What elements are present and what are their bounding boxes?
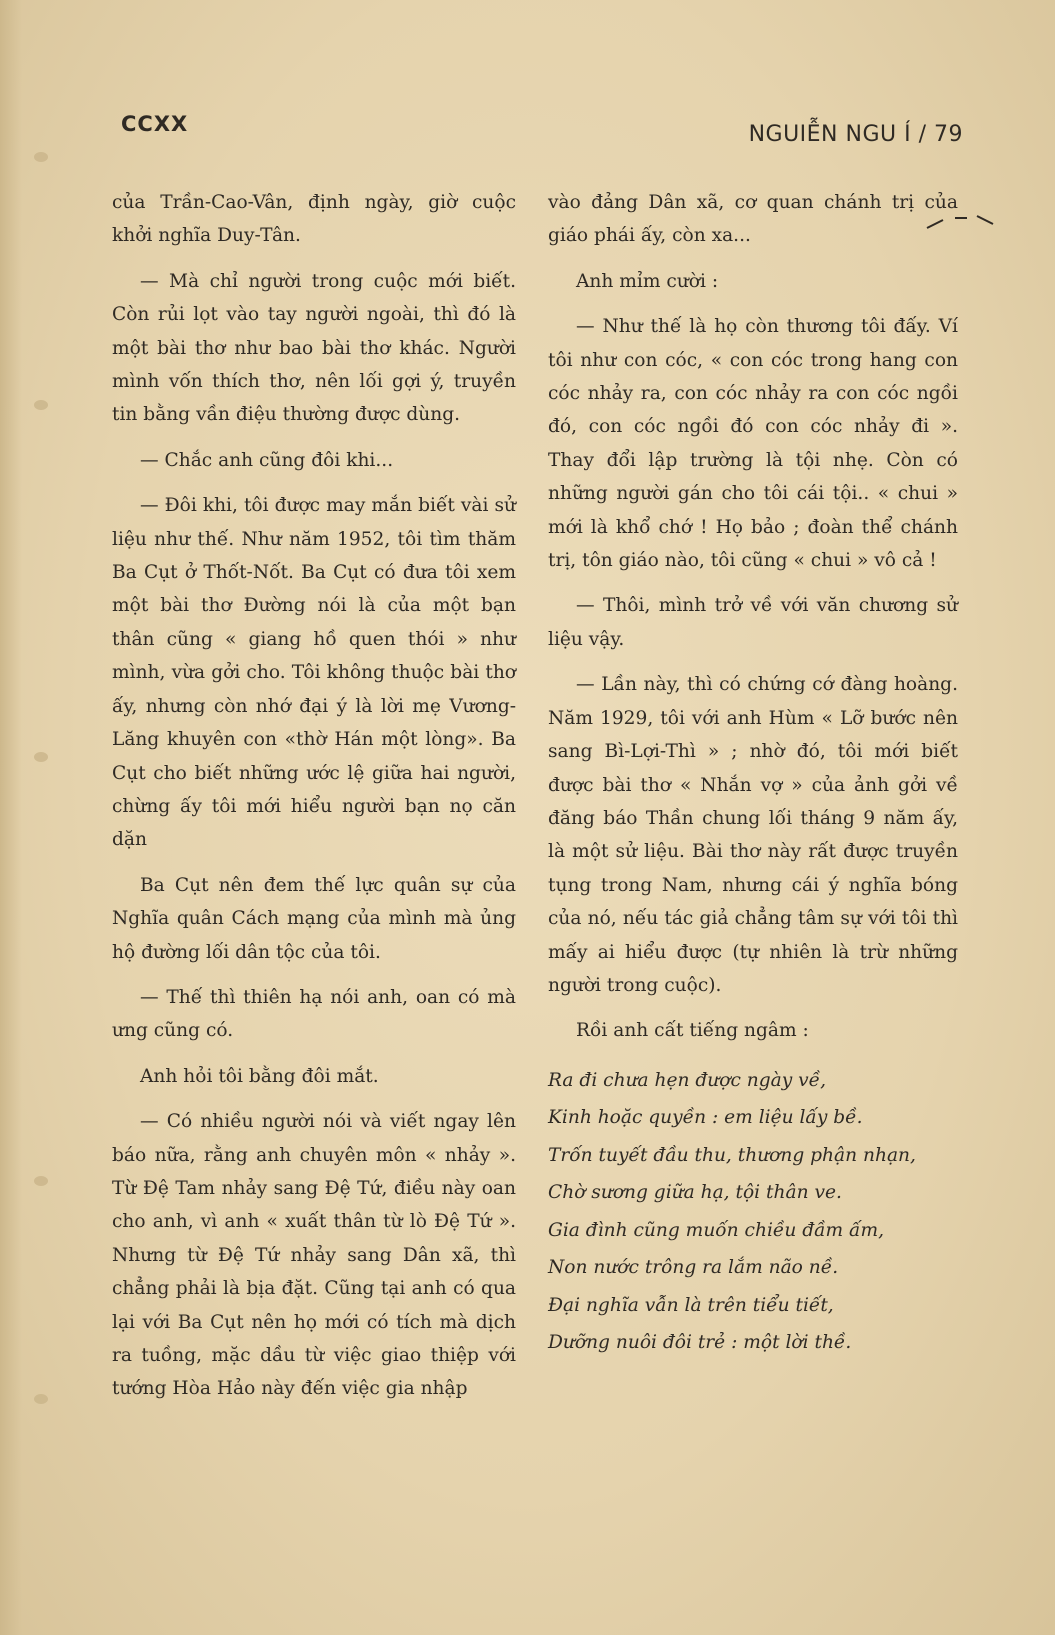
paragraph: — Mà chỉ người trong cuộc mới biết. Còn rủi lọt vào tay người ngoài, thì đó là một bài thơ như bao bài thơ khác. Người mình vốn thích thơ, nên lối gợi ý, truyền tin bằng vần điệu thường được dùng. xyxy=(112,270,516,426)
paragraph: Ba Cụt nên đem thế lực quân sự của Nghĩa quân Cách mạng của mình mà ủng hộ đường lối dân tộc của tôi. xyxy=(112,874,516,963)
running-head-page-number: NGUIỄN NGU Í / 79 xyxy=(748,122,963,147)
paragraph: Anh mỉm cười : xyxy=(576,270,719,292)
paragraph: — Như thế là họ còn thương tôi đấy. Ví tôi như con cóc, « con cóc trong hang con cóc nhảy ra, con cóc nhảy ra con cóc ngồi đó, con cóc ngồi đó con cóc nhảy đi ». Thay đổi lập trường là tội nhẹ. Còn có những người gán cho tôi cái tội.. « chui » mới là khổ chớ ! Họ bảo ; đoàn thể chánh trị, tôn giáo nào, tôi cũng « chui » vô cả ! xyxy=(548,316,958,572)
poem-line: Non nước trông ra lắm não nề. xyxy=(548,1257,839,1279)
paragraph: Rồi anh cất tiếng ngâm : xyxy=(576,1020,809,1042)
poem-line: Dưỡng nuôi đôi trẻ : một lời thề. xyxy=(548,1332,852,1354)
binding-hole xyxy=(34,1176,48,1186)
binding-hole xyxy=(34,752,48,762)
binding-hole xyxy=(34,1394,48,1404)
poem-line: Đại nghĩa vẫn là trên tiểu tiết, xyxy=(548,1294,834,1316)
right-column xyxy=(548,186,958,1362)
poem xyxy=(548,1062,958,1362)
poem-line: Kinh hoặc quyền : em liệu lấy bề. xyxy=(548,1107,863,1129)
poem-line: Ra đi chưa hẹn được ngày về, xyxy=(548,1069,827,1091)
paragraph: — Chắc anh cũng đôi khi... xyxy=(140,449,394,471)
paragraph: — Đôi khi, tôi được may mắn biết vài sử liệu như thế. Như năm 1952, tôi tìm thăm Ba Cụt ở Thốt-Nốt. Ba Cụt có đưa tôi xem một bài thơ Đường nói là của một bạn thân cũng « giang hồ quen thói » như mình, vừa gởi cho. Tôi không thuộc bài thơ ấy, nhưng còn nhớ đại ý là lời mẹ Vương-Lăng khuyên con «thờ Hán một lòng». Ba Cụt cho biết những ước lệ giữa hai người, chừng ấy tôi mới hiểu người bạn nọ căn dặn xyxy=(112,495,516,851)
binding-hole xyxy=(34,400,48,410)
page-edge xyxy=(0,0,22,1635)
paragraph: — Có nhiều người nói và viết ngay lên báo nữa, rằng anh chuyên môn « nhảy ». Từ Đệ Tam nhảy sang Đệ Tứ, điều này oan cho anh, vì anh « xuất thân từ lò Đệ Tứ ». Nhưng từ Đệ Tứ nhảy sang Dân xã, thì chẳng phải là bịa đặt. Cũng tại anh có qua lại với Ba Cụt nên họ mới có tích mà dịch ra tuồng, mặc dầu từ việc giao thiệp với tướng Hòa Hảo này đến việc gia nhập xyxy=(112,1111,516,1400)
left-column xyxy=(112,186,516,1418)
binding-hole xyxy=(34,152,48,162)
poem-line: Trốn tuyết đầu thu, thương phận nhạn, xyxy=(548,1144,916,1166)
section-code: CCXX xyxy=(121,112,189,136)
paragraph: — Thế thì thiên hạ nói anh, oan có mà ưng cũng có. xyxy=(112,986,516,1042)
poem-line: Gia đình cũng muốn chiều đầm ấm, xyxy=(548,1219,884,1241)
paragraph: — Thôi, mình trở về với văn chương sử liệu vậy. xyxy=(548,595,958,650)
paragraph: vào đảng Dân xã, cơ quan chánh trị của giáo phái ấy, còn xa... xyxy=(548,192,958,247)
paragraph: Anh hỏi tôi bằng đôi mắt. xyxy=(140,1065,379,1087)
paragraph: của Trần-Cao-Vân, định ngày, giờ cuộc khởi nghĩa Duy-Tân. xyxy=(112,192,516,247)
paragraph: — Lần này, thì có chứng cớ đàng hoàng. Năm 1929, tôi với anh Hùm « Lỡ bước nên sang Bì-Lợi-Thì » ; nhờ đó, tôi mới biết được bài thơ « Nhắn vợ » của ảnh gởi về đăng báo Thần chung lối tháng 9 năm ấy, là một sử liệu. Bài thơ này rất được truyền tụng trong Nam, nhưng cái ý nghĩa bóng của nó, nếu tác giả chẳng tâm sự với tôi thì mấy ai hiểu được (tự nhiên là trừ những người trong cuộc). xyxy=(548,674,958,996)
poem-line: Chờ sương giữa hạ, tội thân ve. xyxy=(548,1182,842,1204)
